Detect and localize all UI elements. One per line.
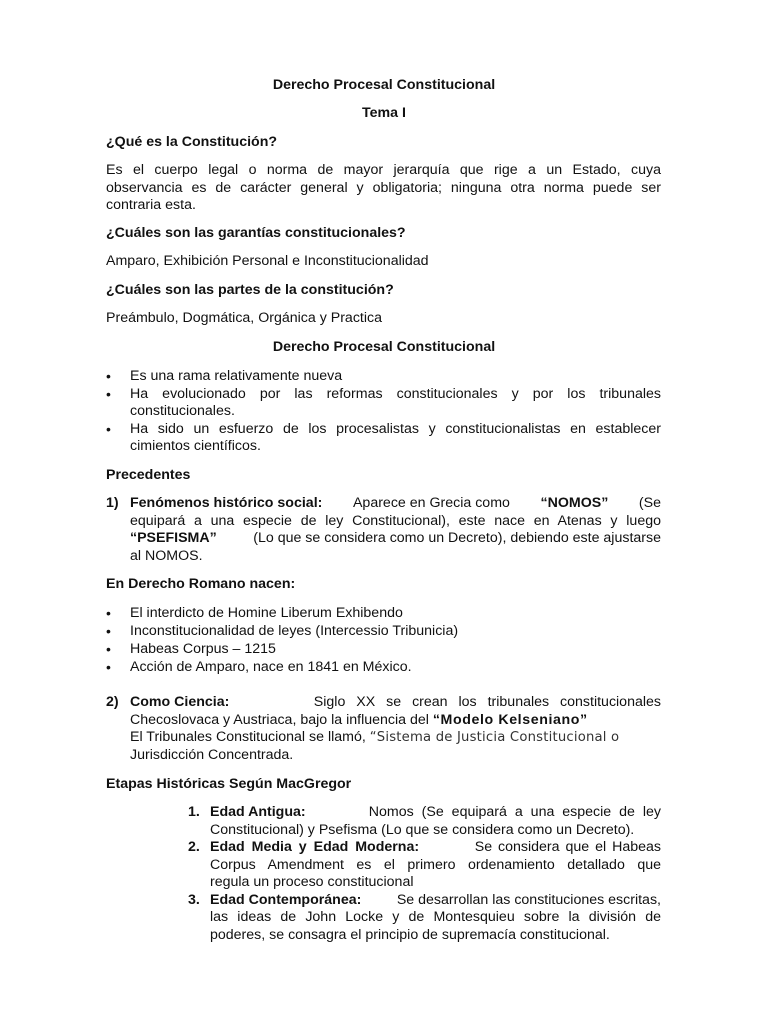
item2-line1	[130, 694, 661, 712]
etapa-text: Se considera que el Habeas	[474, 839, 661, 855]
precedentes-item1-line3	[130, 530, 661, 548]
item-text: (Lo que se considera como un Decreto), debiendo este ajustarse	[253, 530, 661, 546]
answer-partes: Preámbulo, Dogmática, Orgánica y Practica	[106, 310, 382, 326]
etapa-label: Edad Media y Edad Moderna:	[210, 839, 420, 855]
etapas-heading: Etapas Históricas Según MacGregor	[106, 776, 352, 792]
answer-garantias: Amparo, Exhibición Personal e Inconstitucionalidad	[106, 253, 429, 269]
item-text: equipará a una especie de ley Constitucional), este nace en Atenas y luego	[130, 513, 661, 529]
bullet-dot: •	[106, 605, 111, 621]
item2-line2	[130, 712, 588, 730]
etapa-2-line1	[210, 839, 661, 857]
etapa-number: 1.	[188, 804, 200, 820]
bullet-text: cimientos científicos.	[130, 438, 261, 454]
bullet-dot: •	[106, 421, 111, 437]
item-number: 2)	[106, 694, 119, 710]
answer-line: Es el cuerpo legal o norma de mayor jerarquía que rige a un Estado, cuya	[106, 162, 661, 178]
romano-heading: En Derecho Romano nacen:	[106, 576, 296, 592]
bullet-text: Inconstitucionalidad de leyes (Intercessio Tribunicia)	[130, 623, 459, 639]
etapa-text: regula un proceso constitucional	[210, 874, 414, 890]
bullet-dot: •	[106, 386, 111, 402]
answer-line: contraria esta.	[106, 197, 196, 213]
etapa-3-line1	[210, 892, 661, 910]
bullet-text: Ha sido un esfuerzo de los procesalistas y constitucionalistas en establecer	[130, 421, 661, 437]
item-text: El Tribunales Constitucional se llamó,	[130, 729, 366, 745]
answer-line: observancia es de carácter general y obligatoria; ninguna otra norma puede ser	[106, 180, 661, 196]
document-subtitle: Tema I	[362, 105, 406, 121]
bullet-dot: •	[106, 368, 111, 384]
item-text: (Se	[638, 495, 661, 511]
etapa-text: Constitucional) y Psefisma (Lo que se considera como un Decreto).	[210, 822, 635, 838]
item2-line3	[130, 729, 619, 747]
item-text: Aparece en Grecia como	[352, 495, 510, 511]
item-text: al NOMOS.	[130, 548, 203, 564]
item-bold-term: “Modelo Kelseniano”	[432, 712, 588, 728]
etapa-text: las ideas de John Locke y de Montesquieu sobre la división de	[210, 909, 661, 925]
item-text: Jurisdicción Concentrada.	[130, 747, 294, 763]
bullet-text: Es una rama relativamente nueva	[130, 368, 343, 384]
bullet-text: Ha evolucionado por las reformas constitucionales y por los tribunales	[130, 386, 661, 402]
etapa-text: Nomos (Se equipará a una especie de ley	[368, 804, 661, 820]
etapa-text: Corpus Amendment es el primero ordenamiento detallado que	[210, 857, 661, 873]
bullet-text: El interdicto de Homine Liberum Exhibendo	[130, 605, 403, 621]
item-label: Fenómenos histórico social:	[130, 495, 323, 511]
bullet-text: Habeas Corpus – 1215	[130, 641, 276, 657]
etapa-number: 2.	[188, 839, 200, 855]
bullet-dot: •	[106, 623, 111, 639]
bullet-text: constitucionales.	[130, 403, 235, 419]
etapa-1-line1	[210, 804, 661, 822]
item-label: Como Ciencia:	[130, 694, 230, 710]
etapa-number: 3.	[188, 892, 200, 908]
question-constitucion: ¿Qué es la Constitución?	[106, 134, 278, 150]
question-garantias: ¿Cuáles son las garantías constitucionales?	[106, 225, 406, 241]
item-text: Checoslovaca y Austriaca, bajo la influencia del	[130, 712, 429, 728]
etapa-label: Edad Antigua:	[210, 804, 306, 820]
item-text: Siglo XX se crean los tribunales constitucionales	[313, 694, 661, 710]
precedentes-heading: Precedentes	[106, 467, 191, 483]
document-title: Derecho Procesal Constitucional	[272, 77, 496, 93]
question-partes: ¿Cuáles son las partes de la constitución?	[106, 282, 394, 298]
item-bold-term: “PSEFISMA”	[130, 530, 217, 546]
etapa-text: poderes, se consagra el principio de supremacía constitucional.	[210, 927, 610, 943]
item-bold-term: “NOMOS”	[540, 495, 609, 511]
bullet-text: Acción de Amparo, nace en 1841 en México.	[130, 659, 412, 675]
etapa-text: Se desarrollan las constituciones escritas,	[396, 892, 661, 908]
section-heading: Derecho Procesal Constitucional	[272, 339, 496, 355]
item-quote: “Sistema de Justicia Constitucional o	[369, 730, 620, 745]
bullet-dot: •	[106, 659, 111, 675]
precedentes-item1-line1	[130, 495, 661, 513]
etapa-label: Edad Contemporánea:	[210, 892, 362, 908]
item-number: 1)	[106, 495, 119, 511]
bullet-dot: •	[106, 641, 111, 657]
